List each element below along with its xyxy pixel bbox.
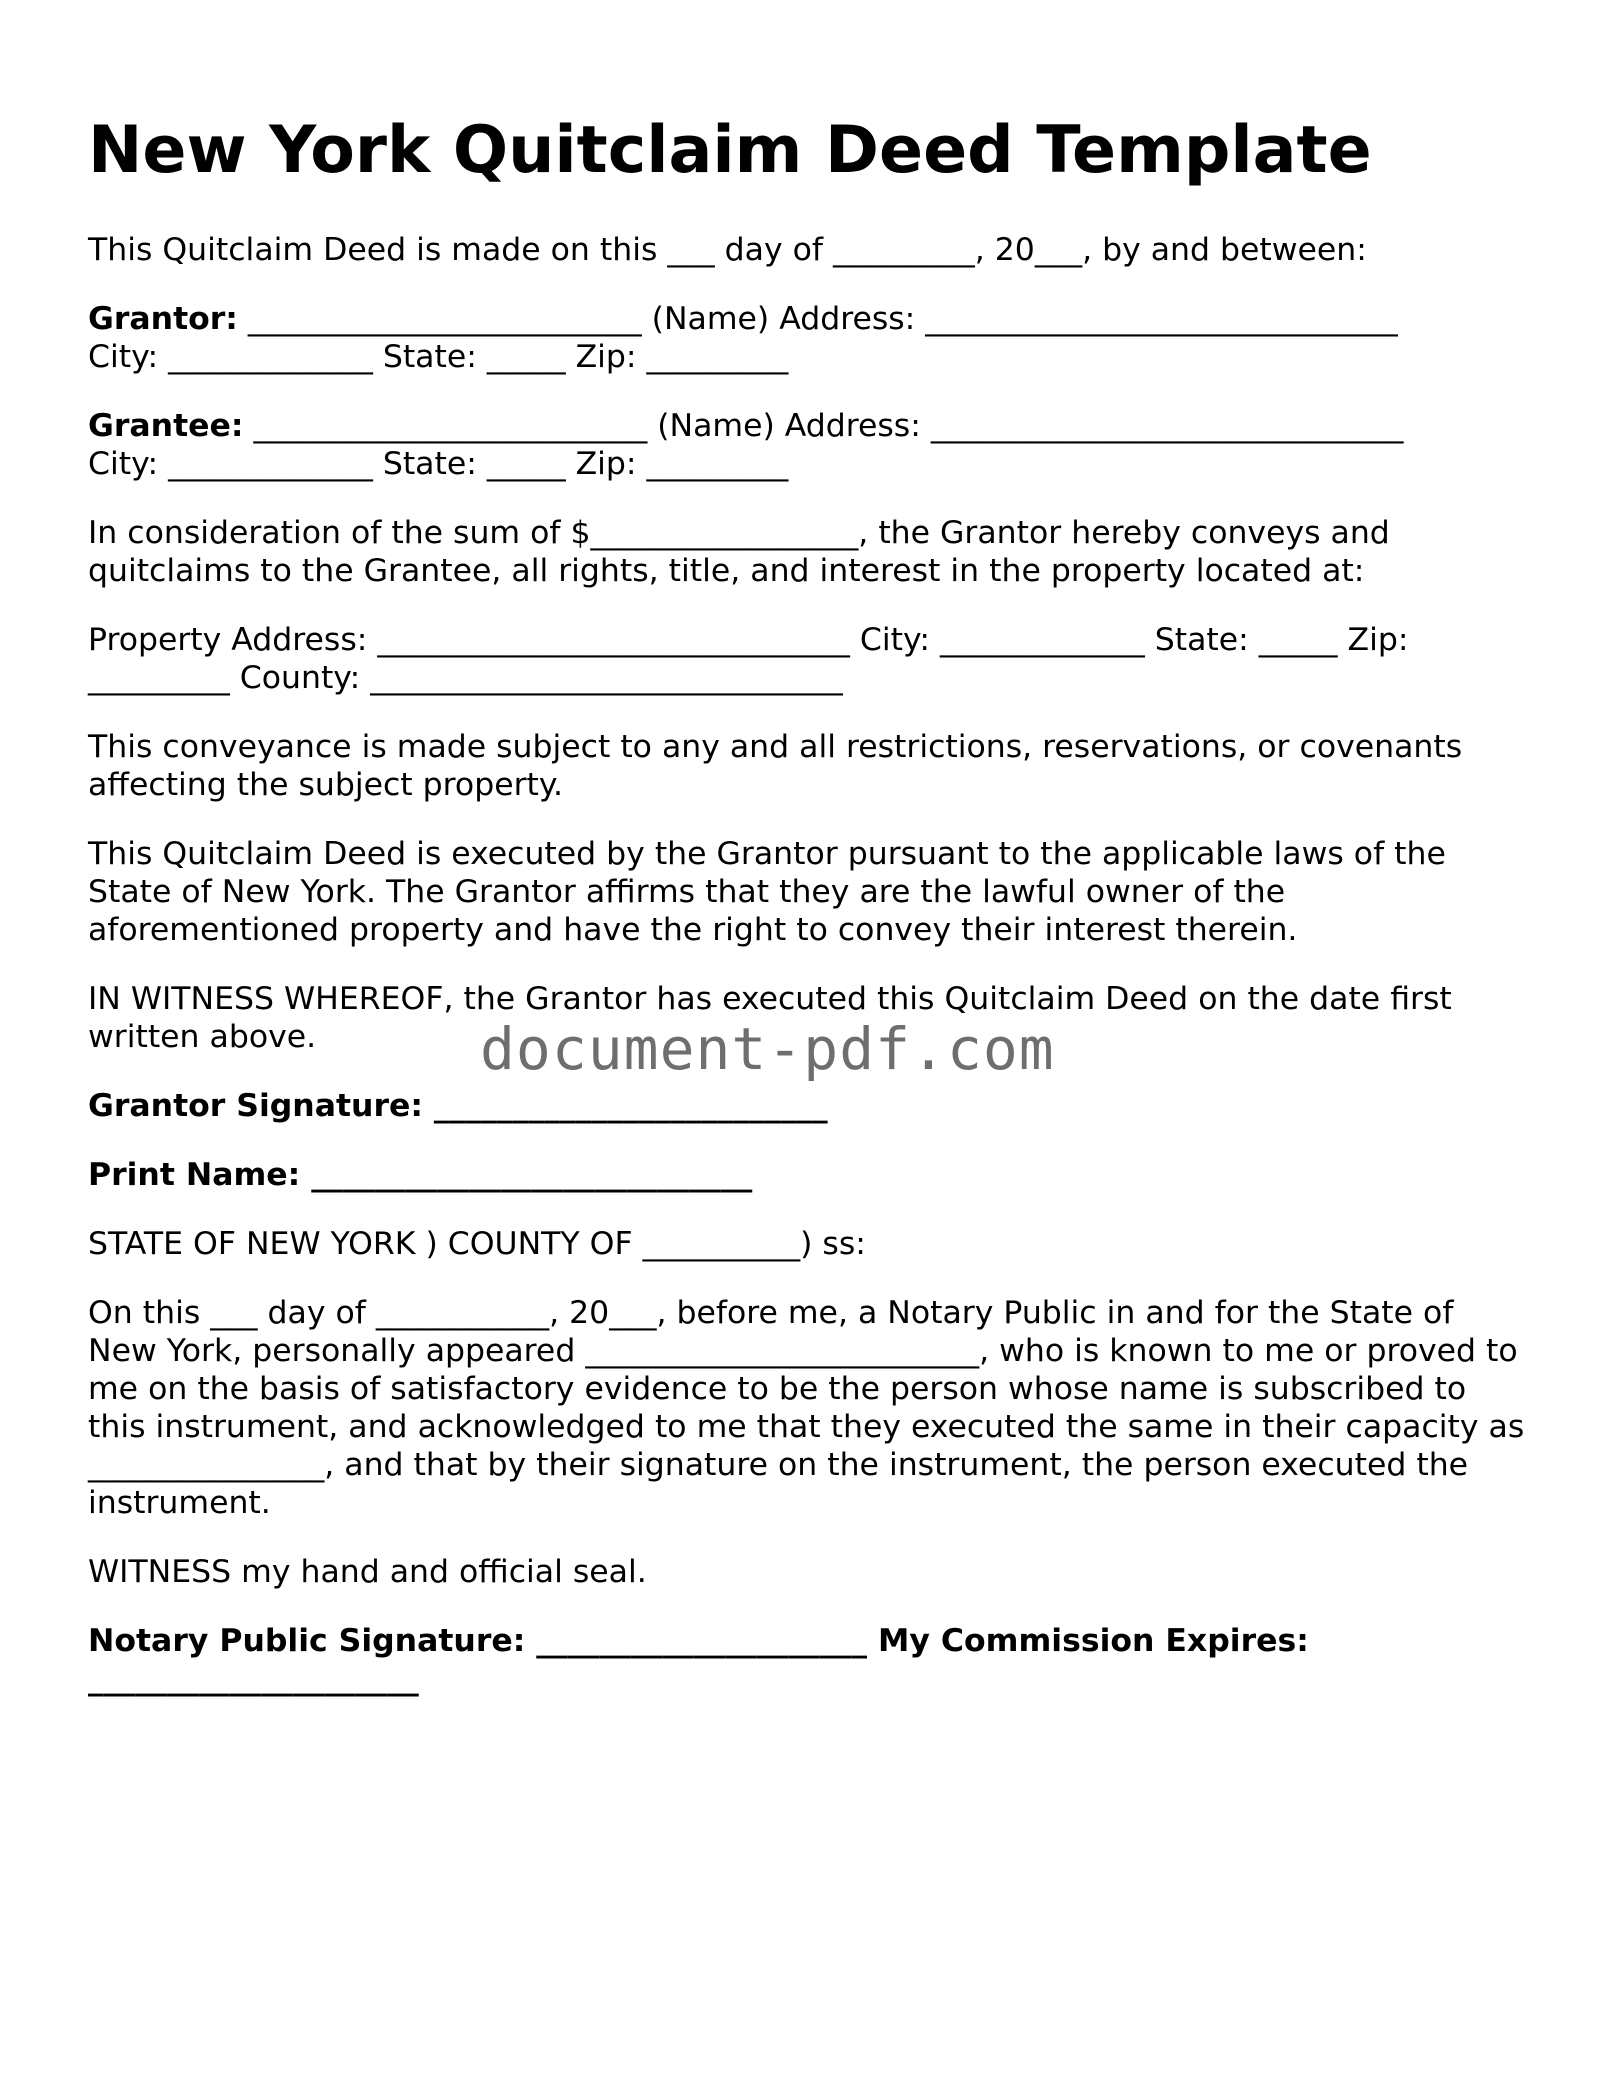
- document-page: [88, 108, 1535, 1729]
- consideration-paragraph: In consideration of the sum of $_________________, the Grantor hereby conveys and quitclaims to the Grantee, all rights, title, and interest in the property located at:: [88, 515, 1400, 589]
- witness-seal-line: WITNESS my hand and official seal.: [88, 1554, 647, 1590]
- grantee-label: Grantee:: [88, 408, 244, 444]
- print-name-line: Print Name: ____________________________: [88, 1157, 753, 1193]
- grantor-line2: City: _____________ State: _____ Zip: _________: [88, 339, 789, 375]
- venue-line: STATE OF NEW YORK ) COUNTY OF __________) ss:: [88, 1226, 866, 1262]
- grantor-line1: _________________________ (Name) Address: ______________________________: [237, 301, 1398, 337]
- restrictions-paragraph: This conveyance is made subject to any and all restrictions, reservations, or covenants affecting the subject property.: [88, 729, 1473, 803]
- grantee-line2: City: _____________ State: _____ Zip: _________: [88, 446, 789, 482]
- execution-paragraph: This Quitclaim Deed is executed by the Grantor pursuant to the applicable laws of the State of New York. The Grantor affirms that they are the lawful owner of the aforementioned property and have the right to convey their interest therein.: [88, 836, 1456, 948]
- grantee-line1: _________________________ (Name) Address: ______________________________: [243, 408, 1404, 444]
- grantor-signature-line: Grantor Signature: _________________________: [88, 1088, 828, 1124]
- witness-whereof-paragraph: IN WITNESS WHEREOF, the Grantor has executed this Quitclaim Deed on the date first written above.: [88, 981, 1462, 1055]
- grantor-label: Grantor:: [88, 301, 238, 337]
- intro-paragraph: This Quitclaim Deed is made on this ___ day of _________, 20___, by and between:: [88, 232, 1367, 268]
- property-paragraph: Property Address: ______________________________ City: _____________ State: _____ Zip: _________ County: ______________________________: [88, 622, 1419, 696]
- grantor-section: [88, 300, 1528, 376]
- watermark-text: document-pdf.com: [480, 1015, 1055, 1083]
- notary-acknowledgment-paragraph: On this ___ day of ___________, 20___, before me, a Notary Public in and for the State of New York, personally appeared _________________________, who is known to me or proved to me on the basis of satisfactory evidence to be the person whose name is subscribed to this instrument, and acknowledged to me that they executed the same in their capacity as _______________, and that by their signature on the instrument, the person executed the instrument.: [88, 1295, 1535, 1521]
- grantee-section: [88, 407, 1528, 483]
- notary-signature-line: Notary Public Signature: _____________________ My Commission Expires: _____________________: [88, 1623, 1320, 1697]
- page-title: New York Quitclaim Deed Template: [88, 113, 1372, 188]
